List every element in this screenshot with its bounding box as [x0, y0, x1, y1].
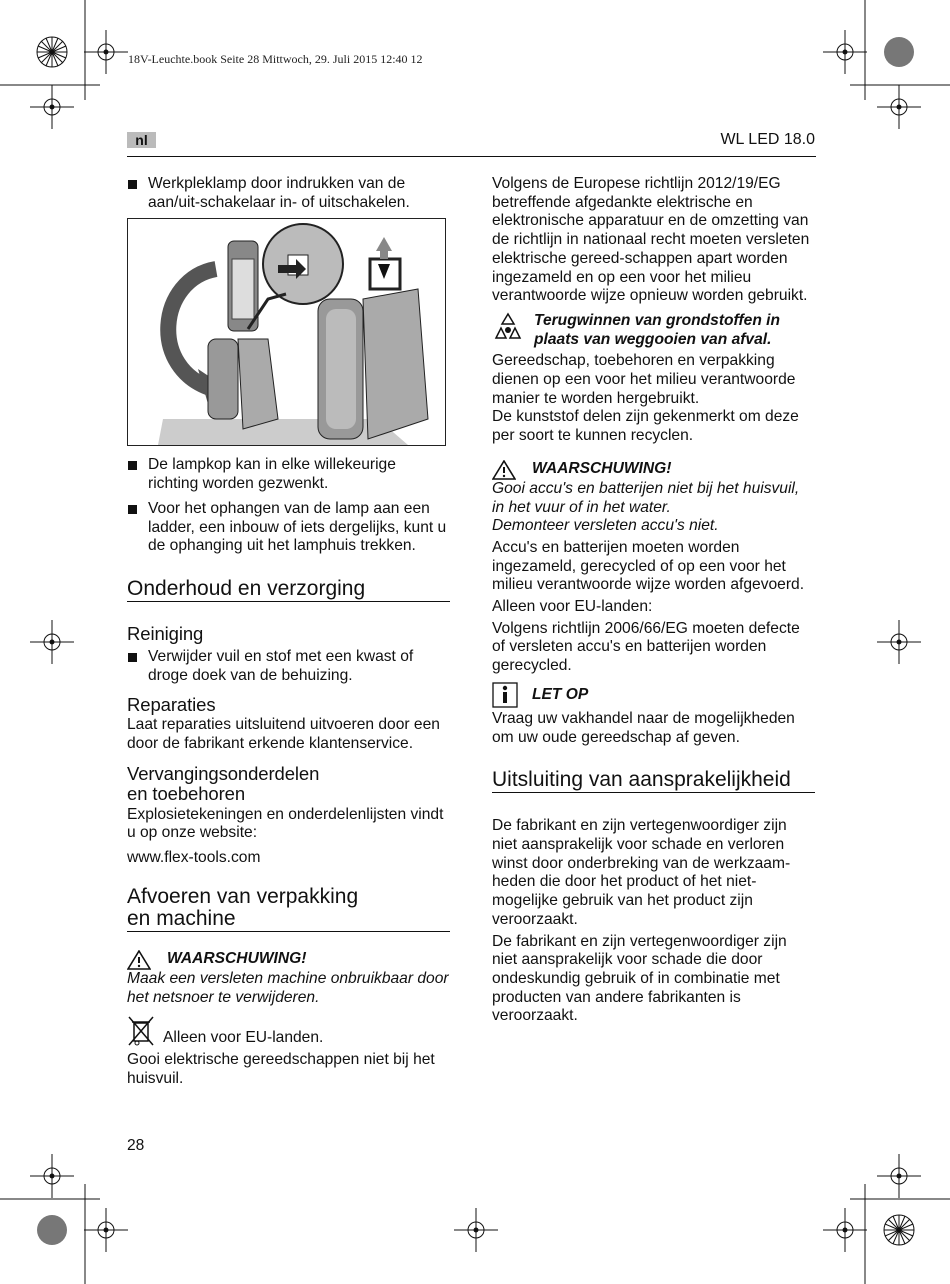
crossed-bin-icon [127, 1015, 155, 1047]
printer-line: 18V-Leuchte.book Seite 28 Mittwoch, 29. Juli 2015 12:40 12 [128, 52, 423, 66]
eu-only-right: Alleen voor EU-landen: [492, 598, 653, 616]
accu-text: Accu's en batterijen moeten worden ingezameld, gerecycled of op een voor het milieu verantwoorde wijze worden afgevoerd. [492, 538, 805, 594]
warning-title-left: WAARSCHUWING! [167, 949, 307, 967]
bullet-hanger: Voor het ophangen van de lamp aan een ladder, een inbouw of iets dergelijks, kunt u de ophanging uit het lamphuis trekken. [127, 500, 450, 556]
letop-text: Vraag uw vakhandel naar de mogelijkheden om uw oude gereedschap af geven. [492, 709, 795, 746]
letop-block [492, 682, 815, 708]
heading-vervanging-1: Vervangingsonderdelen [127, 762, 320, 784]
weee-block [127, 1015, 450, 1047]
language-badge: nl [127, 132, 156, 148]
bullet-reiniging: Verwijder vuil en stof met een kwast of droge doek van de behuizing. [127, 648, 450, 685]
letop-title: LET OP [532, 685, 589, 703]
warning-triangle-icon [492, 460, 516, 480]
richtlijn-text: Volgens de Europese richtlijn 2012/19/EG betreffende afgedankte elektrische en elektronische apparatuur en de omzetting van de richtlijn in nationaal recht moeten versleten elektrische gereed-schappen apart worden ingezameld en op een voor het milieu verantwoorde wijze opnieuw worden gebruikt. [492, 175, 810, 305]
recycle-block [492, 312, 815, 349]
warning-block-left [127, 950, 450, 970]
warning-line-1: Gooi accu's en batterijen niet bij het huisvuil, in het vuur of in het water. [492, 479, 800, 516]
info-icon [492, 682, 518, 708]
recycle-text-2: De kunststof delen zijn gekenmerkt om deze per soort te kunnen recyclen. [492, 408, 799, 445]
warning-line-2: Demonteer versleten accu's niet. [492, 517, 719, 535]
warning-triangle-icon [127, 950, 151, 970]
heading-onderhoud: Onderhoud en verzorging [127, 578, 450, 602]
heading-reparaties: Reparaties [127, 694, 216, 716]
gray-dot-top-right [884, 37, 914, 67]
bullet-swivel: De lampkop kan in elke willekeurige richting worden gezwenkt. [127, 456, 450, 493]
header-rule [127, 156, 816, 157]
reparaties-text: Laat reparaties uitsluitend uitvoeren door een door de fabrikant erkende klantenservice. [127, 716, 440, 753]
uitsluiting-text-1: De fabrikant en zijn vertegenwoordiger zijn niet aansprakelijk voor schade en verloren winst door onderbreking van de werkzaam-heden die door het product of het niet-mogelijke gebruik van het product zijn veroorzaakt. [492, 817, 791, 928]
uitsluiting-text-2: De fabrikant en zijn vertegenwoordiger zijn niet aansprakelijk voor schade die door ondeskundig gebruik of in combinatie met producten van andere fabrikanten is veroorzaakt. [492, 932, 787, 1025]
starburst-top-left [37, 37, 67, 67]
lamp-illustration [127, 218, 446, 446]
heading-reiniging: Reiniging [127, 622, 204, 644]
richtlijn2-text: Volgens richtlijn 2006/66/EG moeten defecte of versleten accu's en batterijen worden gerecycled. [492, 619, 800, 675]
huisvuil-text: Gooi elektrische gereedschappen niet bij het huisvuil. [127, 1051, 435, 1087]
bullet-switch: Werkpleklamp door indrukken van de aan/uit-schakelaar in- of uitschakelen. [127, 175, 450, 212]
warning-block-right [492, 460, 815, 480]
vervanging-text: Explosietekeningen en onderdelenlijsten vindt u op onze website: [127, 805, 444, 842]
model-name: WL LED 18.0 [720, 131, 815, 148]
recycle-title: Terugwinnen van grondstoffen in plaats van weggooien van afval. [534, 311, 781, 348]
heading-afvoeren-2: en machine [127, 906, 236, 930]
website-link[interactable]: www.flex-tools.com [127, 849, 261, 867]
warning-text-left: Maak een versleten machine onbruikbaar door het netsnoer te verwijderen. [127, 969, 449, 1006]
gray-dot-bottom-left [37, 1215, 67, 1245]
page-number: 28 [127, 1137, 145, 1154]
heading-vervanging-2: en toebehoren [127, 782, 246, 804]
recycle-text-1: Gereedschap, toebehoren en verpakking dienen op een voor het milieu verantwoorde manier te worden hergebruikt. [492, 352, 796, 407]
left-column [127, 175, 450, 1089]
recycle-icon [492, 312, 524, 342]
starburst-bottom-right [884, 1215, 914, 1245]
right-column [492, 175, 815, 1026]
eu-only-left: Alleen voor EU-landen. [163, 1028, 324, 1046]
heading-afvoeren [127, 886, 450, 932]
warning-title-right: WAARSCHUWING! [532, 459, 672, 477]
heading-afvoeren-1: Afvoeren van verpakking [127, 884, 359, 908]
heading-uitsluiting: Uitsluiting van aansprakelijkheid [492, 769, 815, 793]
